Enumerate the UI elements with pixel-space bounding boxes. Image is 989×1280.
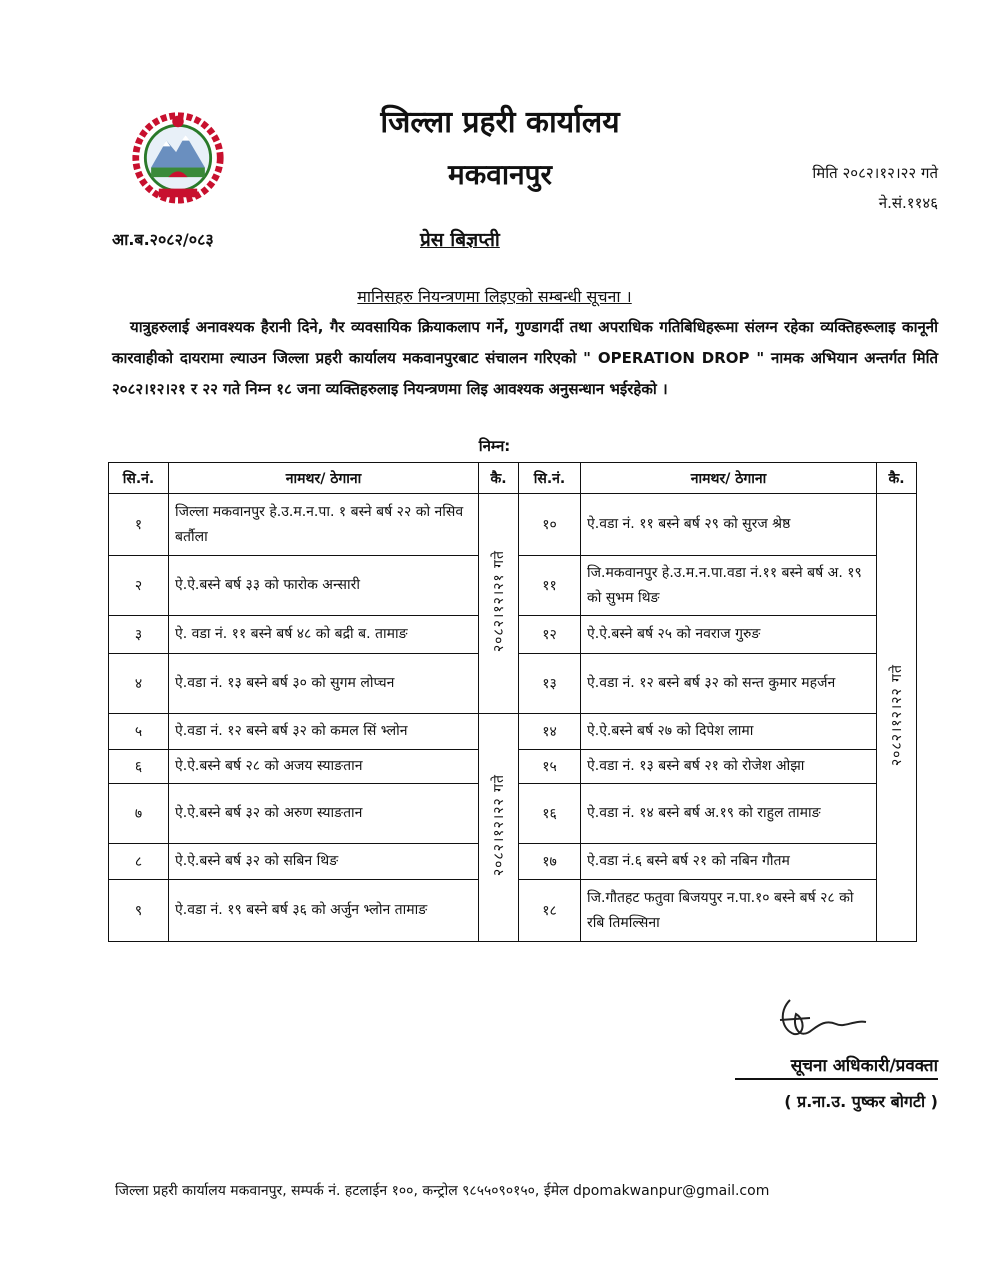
signature-icon <box>770 990 880 1045</box>
case-date: २०८२।१२।२२ गते <box>491 774 507 877</box>
table-row <box>109 494 917 556</box>
row-number: ११ <box>519 556 581 616</box>
row-number: १७ <box>519 844 581 880</box>
list-heading: निम्न: <box>478 437 511 455</box>
fiscal-year: आ.ब.२०८२/०८३ <box>112 230 214 249</box>
signatory-name: ( प्र.ना.उ. पुष्कर बोगटी ) <box>784 1092 938 1111</box>
table-row <box>109 714 917 750</box>
case-date-cell <box>479 714 519 942</box>
row-number: ६ <box>109 750 169 784</box>
row-number: १८ <box>519 880 581 942</box>
row-number: १४ <box>519 714 581 750</box>
case-date-cell <box>479 494 519 714</box>
office-title: जिल्ला प्रहरी कार्यालय <box>380 105 620 140</box>
row-number: १ <box>109 494 169 556</box>
row-number: ५ <box>109 714 169 750</box>
person-entry: ऐ.वडा नं.६ बस्ने बर्ष २१ को नबिन गौतम <box>581 844 877 880</box>
signatory-title: सूचना अधिकारी/प्रवक्ता <box>735 1053 938 1080</box>
header-sn: सि.नं. <box>519 463 581 494</box>
person-entry: ऐ.वडा नं. १२ बस्ने बर्ष ३२ को सन्त कुमार महर्जन <box>581 654 877 714</box>
person-entry: जि.गौतहट फतुवा बिजयपुर न.पा.१० बस्ने बर्ष २८ को रबि तिमल्सिना <box>581 880 877 942</box>
person-entry: ऐ.ऐ.बस्ने बर्ष २७ को दिपेश लामा <box>581 714 877 750</box>
notice-body: यात्रुहरुलाई अनावश्यक हैरानी दिने, गैर व्यवसायिक क्रियाकलाप गर्ने, गुण्डागर्दी तथा अपराधिक गतिबिधिहरूमा संलग्न रहेका व्यक्तिहरूलाइ कानूनी कारवाहीको दायरामा ल्याउन जिल्ला प्रहरी कार्यालय मकवानपुरबाट संचालन गरिएको " OPERATION DROP " नामक अभियान अन्तर्गत मिति २०८२।१२।२१ र २२ गते निम्न १८ जना व्यक्तिहरुलाइ नियन्त्रणमा लिइ आवश्यक अनुसन्धान भईरहेको । <box>112 318 938 398</box>
footer-contact: जिल्ला प्रहरी कार्यालय मकवानपुर, सम्पर्क नं. हटलाईन १००, कन्ट्रोल ९८५५०९०१५०, ईमेल dpomakwanpur@gmail.com <box>115 1183 770 1199</box>
person-entry: ऐ. वडा नं. ११ बस्ने बर्ष ४८ को बद्री ब. तामाङ <box>169 616 479 654</box>
row-number: १३ <box>519 654 581 714</box>
detainee-table <box>108 462 917 942</box>
person-entry: ऐ.वडा नं. १३ बस्ने बर्ष ३० को सुगम लोप्चन <box>169 654 479 714</box>
header-name: नामथर/ ठेगाना <box>169 463 479 494</box>
person-entry: ऐ.ऐ.बस्ने बर्ष ३२ को सबिन थिङ <box>169 844 479 880</box>
row-number: ३ <box>109 616 169 654</box>
reference-number: ने.सं.११४६ <box>878 194 938 212</box>
press-release-title: प्रेस बिज्ञप्ती <box>420 229 500 251</box>
person-entry: ऐ.ऐ.बस्ने बर्ष ३२ को अरुण स्याङतान <box>169 784 479 844</box>
row-number: ७ <box>109 784 169 844</box>
person-entry: ऐ.वडा नं. ११ बस्ने बर्ष २९ को सुरज श्रेष्ठ <box>581 494 877 556</box>
row-number: १२ <box>519 616 581 654</box>
case-date: २०८२।१२।२२ गते <box>889 664 905 767</box>
row-number: १६ <box>519 784 581 844</box>
person-entry: ऐ.ऐ.बस्ने बर्ष ३३ को फारोक अन्सारी <box>169 556 479 616</box>
table-header-row <box>109 463 917 494</box>
person-entry: ऐ.ऐ.बस्ने बर्ष २८ को अजय स्याङतान <box>169 750 479 784</box>
header-sn: सि.नं. <box>109 463 169 494</box>
district-title: मकवानपुर <box>448 158 552 191</box>
person-entry: ऐ.ऐ.बस्ने बर्ष २५ को नवराज गुरुङ <box>581 616 877 654</box>
row-number: १० <box>519 494 581 556</box>
header-name: नामथर/ ठेगाना <box>581 463 877 494</box>
row-number: ९ <box>109 880 169 942</box>
person-entry: जि.मकवानपुर हे.उ.म.न.पा.वडा नं.११ बस्ने बर्ष अ. १९ को सुभम थिङ <box>581 556 877 616</box>
person-entry: जिल्ला मकवानपुर हे.उ.म.न.पा. १ बस्ने बर्ष २२ को नसिव बर्तौला <box>169 494 479 556</box>
row-number: १५ <box>519 750 581 784</box>
header-case: कै. <box>479 463 519 494</box>
case-date-cell <box>877 494 917 942</box>
row-number: ४ <box>109 654 169 714</box>
row-number: ८ <box>109 844 169 880</box>
date-line: मिति २०८२।१२।२२ गते <box>812 164 938 182</box>
nepal-emblem-icon <box>130 108 226 204</box>
case-date: २०८२।१२।२१ गते <box>491 550 507 653</box>
person-entry: ऐ.वडा नं. १३ बस्ने बर्ष २१ को रोजेश ओझा <box>581 750 877 784</box>
person-entry: ऐ.वडा नं. १९ बस्ने बर्ष ३६ को अर्जुन भ्लोन तामाङ <box>169 880 479 942</box>
header-case: कै. <box>877 463 917 494</box>
person-entry: ऐ.वडा नं. १२ बस्ने बर्ष ३२ को कमल सिं भ्लोन <box>169 714 479 750</box>
notice-subject: मानिसहरु नियन्त्रणमा लिइएको सम्बन्धी सूचना । <box>357 287 632 306</box>
row-number: २ <box>109 556 169 616</box>
person-entry: ऐ.वडा नं. १४ बस्ने बर्ष अ.१९ को राहुल तामाङ <box>581 784 877 844</box>
